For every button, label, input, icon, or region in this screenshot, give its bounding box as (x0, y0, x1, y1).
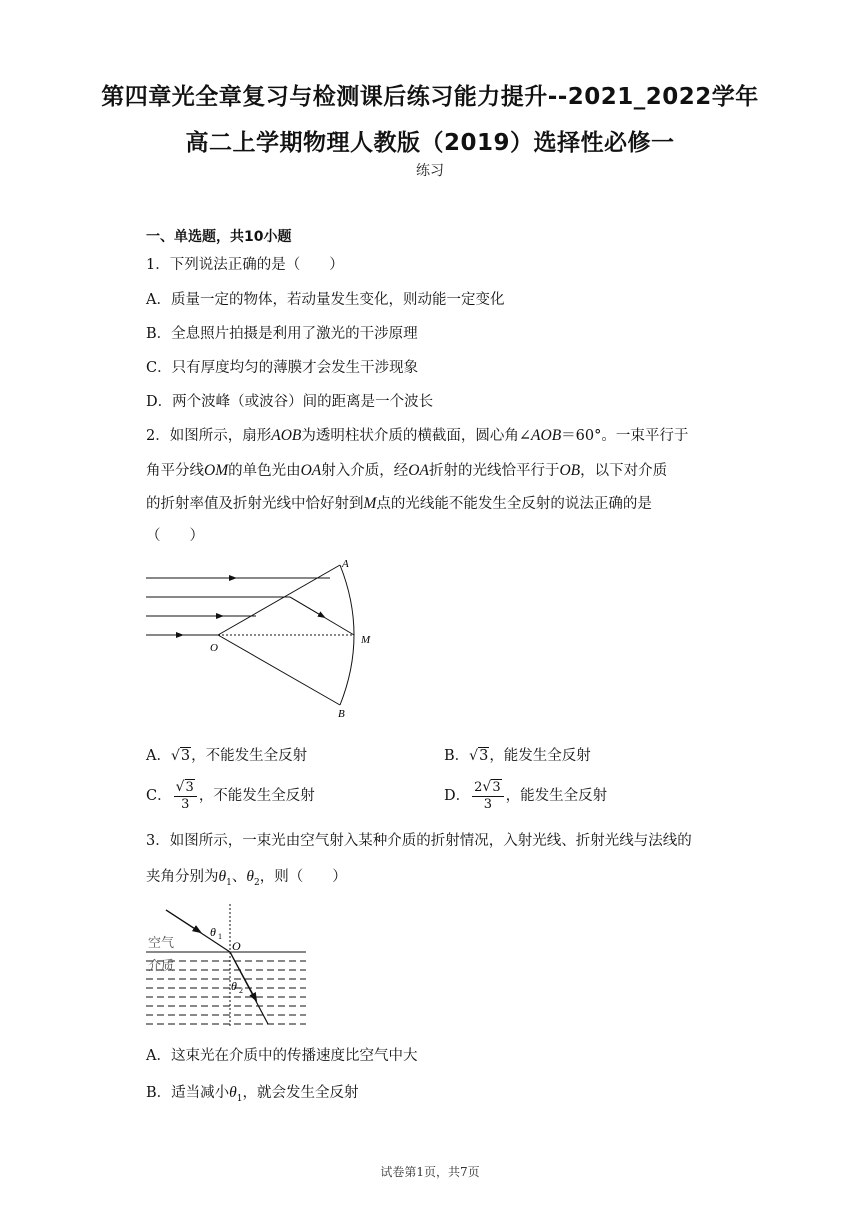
label-theta2: θ (231, 979, 237, 993)
fraction: $\frac{√3}{3}$ (174, 779, 197, 813)
svg-text:2: 2 (239, 986, 243, 995)
sqrt-symbol: √3 (170, 748, 191, 764)
refraction-figure (144, 900, 312, 1030)
q3-line-2: 夹角分别为$\theta_1$、$\theta_2$，则（ ） (146, 868, 347, 888)
edge-ob (218, 635, 340, 705)
q2-option-d: D． $\frac{2√3}{3}$ ，能发生全反射 (444, 779, 608, 812)
q1-option-b: B．全息照片拍摄是利用了激光的干涉原理 (146, 326, 418, 342)
q1-option-a: A．质量一定的物体，若动量发生变化，则动能一定变化 (146, 292, 505, 308)
q1-option-c: C．只有厚度均匀的薄膜才会发生干涉现象 (146, 360, 419, 376)
q2-line-3: 的折射率值及折射光线中恰好射到M点的光线能不能发生全反射的说法正确的是 (146, 495, 652, 512)
q2-line-4: （ ） (146, 528, 204, 544)
q2-line-2: 角平分线OM的单色光由OA射入介质，经OA折射的光线恰平行于OB，以下对介质 (146, 462, 668, 479)
q2-option-c: C． $\frac{√3}{3}$ ，不能发生全反射 (146, 779, 315, 812)
q2-option-b: B．√3，能发生全反射 (444, 748, 591, 764)
sector-figure (140, 555, 380, 725)
label-air: 空气 (148, 936, 175, 951)
edge-oa (218, 565, 340, 635)
title-line-1: 第四章光全章复习与检测课后练习能力提升--2021_2022学年 (101, 84, 759, 110)
subtitle: 练习 (416, 163, 444, 179)
title-line-2: 高二上学期物理人教版（2019）选择性必修一 (185, 130, 675, 156)
page-footer: 试卷第1页，共7页 (380, 1165, 480, 1179)
section-heading: 一、单选题，共10小题 (146, 229, 292, 245)
q3-option-b: B．适当减小$\theta_1$，就会发生全反射 (146, 1084, 359, 1104)
label-theta1: θ (210, 925, 216, 939)
label-m: M (361, 634, 371, 646)
q2-line-1: 2．如图所示，扇形AOB为透明柱状介质的横截面，圆心角∠AOB＝60°。一束平行于 (146, 427, 689, 444)
label-o: O (232, 939, 241, 953)
q1-option-d: D．两个波峰（或波谷）间的距离是一个波长 (146, 394, 434, 410)
q1-stem: 1．下列说法正确的是（ ） (146, 257, 344, 273)
svg-text:1: 1 (218, 932, 222, 941)
label-medium: 介质 (148, 959, 175, 974)
q3-line-1: 3．如图所示，一束光由空气射入某种介质的折射情况，入射光线、折射光线与法线的 (146, 833, 692, 849)
q3-option-a: A．这束光在介质中的传播速度比空气中大 (146, 1048, 418, 1064)
label-a: A (342, 558, 349, 570)
label-b: B (338, 708, 345, 720)
q2-option-a: A．√3，不能发生全反射 (146, 748, 308, 764)
label-o: O (210, 642, 218, 654)
